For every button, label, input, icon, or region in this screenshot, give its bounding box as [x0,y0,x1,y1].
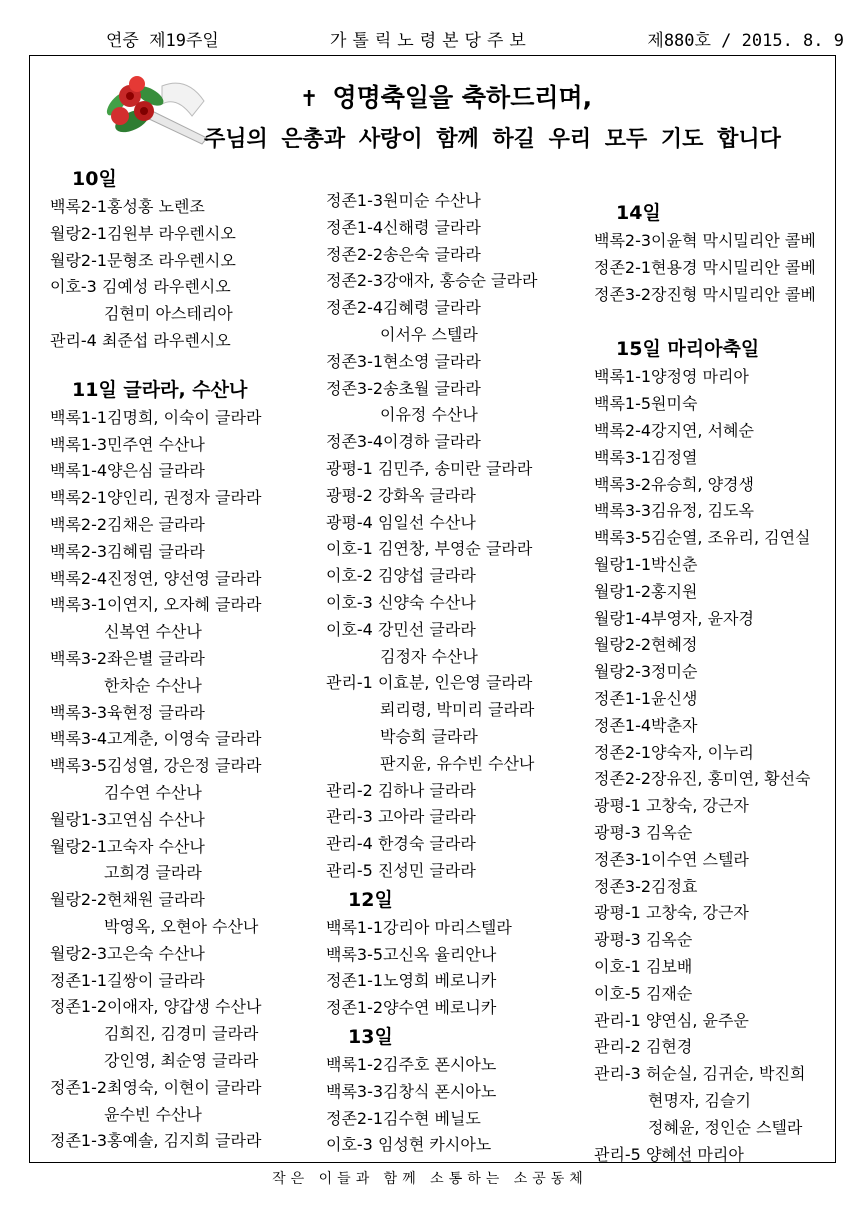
list-item: 백록1-4양은심 글라라 [50,461,205,481]
list-item: 이호-3 김예성 라우렌시오 [50,277,231,297]
list-item: 이호-1 김연창, 부영순 글라라 [326,539,533,559]
list-item: 윤수빈 수산나 [104,1104,202,1124]
list-item: 월랑2-2현혜정 [594,635,698,655]
section-heading-14: 14일 [616,202,661,224]
footer-motto: 작은 이들과 함께 소통하는 소공동체 [272,1171,588,1187]
list-item: 백록1-5원미숙 [594,394,698,414]
page-header [0,26,860,54]
list-item: 관리-5 진성민 글라라 [326,860,476,880]
list-item: 신복연 수산나 [104,622,202,642]
list-item: 정존2-4김혜령 글라라 [326,298,481,318]
list-item: 광평-1 고창숙, 강근자 [594,903,749,923]
list-item: 백록1-1김명희, 이숙이 글라라 [50,407,262,427]
list-item: 백록2-1홍성홍 노렌조 [50,197,205,216]
issue-number-date: 제880호 / 2015. 8. 9 [647,31,844,51]
list-item: 이호-3 임성현 카시아노 [326,1135,492,1155]
list-item: 월랑2-3고은숙 수산나 [50,943,205,963]
list-item: 백록3-3김창식 폰시아노 [326,1081,497,1101]
list-item: 광평-3 김옥순 [594,822,693,842]
list-item: 정존2-2장유진, 홍미연, 황선숙 [594,769,811,789]
list-item: 백록3-4고계춘, 이영숙 글라라 [50,729,262,749]
list-item: 백록3-3육현정 글라라 [50,702,205,722]
list-item: 백록1-1양정영 마리아 [594,367,749,387]
list-item: 백록3-2유승희, 양경생 [594,474,754,494]
list-item: 월랑2-3정미순 [594,662,698,682]
list-item: 김현미 아스테리아 [104,304,233,324]
list-item: 정존1-2이애자, 양갑생 수산나 [50,997,262,1017]
section-heading-10: 10일 [72,168,117,190]
bulletin-title: 가톨릭노령본당주보 [330,31,532,51]
list-item: 정존3-1이수연 스텔라 [594,849,749,869]
section-heading-12: 12일 [348,888,393,911]
list-item: 정존3-2송초월 글라라 [326,378,481,398]
list-item: 한차순 수산나 [104,675,202,695]
list-item: 백록2-4진정연, 양선영 글라라 [50,568,262,588]
list-item: 백록1-3민주연 수산나 [50,434,205,454]
list-item: 이호-5 김재순 [594,983,693,1003]
list-item: 정존3-2장진형 막시밀리안 콜베 [594,284,816,304]
list-item: 백록1-1강리아 마리스텔라 [326,917,512,937]
list-item: 고희경 글라라 [104,863,202,883]
list-item: 정존1-4신해령 글라라 [326,217,481,237]
list-item: 백록3-2좌은별 글라라 [50,648,205,668]
list-item: 정존2-3강애자, 홍승순 글라라 [326,271,538,291]
list-item: 이호-1 김보배 [594,956,693,976]
list-item: 김희진, 김경미 글라라 [104,1024,259,1044]
cross-icon: ✝ [300,87,319,112]
feast-day-heading [300,78,592,114]
list-item: 백록3-5김성열, 강은정 글라라 [50,756,262,776]
heading-line2: 주님의 은총과 사랑이 함께 하길 우리 모두 기도 합니다 [204,127,781,152]
list-item: 월랑2-2현채원 글라라 [50,890,205,910]
list-item: 강인영, 최순영 글라라 [104,1050,259,1070]
list-item: 월랑1-3고연심 수산나 [50,809,205,829]
column-middle [326,188,586,1159]
list-item: 현명자, 김슬기 [648,1090,751,1110]
list-item: 정존2-2송은숙 글라라 [326,244,481,264]
liturgical-week: 연중 제19주일 [106,31,219,51]
list-item: 정존1-3홍예솔, 김지희 글라라 [50,1131,262,1151]
list-item: 정존1-4박춘자 [594,715,698,735]
list-item: 정존1-1길쌍이 글라라 [50,970,205,990]
list-item: 이호-4 강민선 글라라 [326,619,476,639]
list-item: 이호-3 신양숙 수산나 [326,592,476,612]
flower-bouquet-image [92,66,212,146]
list-item: 월랑1-4부영자, 윤자경 [594,608,754,628]
list-item: 정존3-2김정효 [594,876,698,896]
list-item: 백록2-2김채은 글라라 [50,514,205,534]
list-item: 월랑2-1문형조 라우렌시오 [50,250,236,270]
list-item: 관리-4 최준섭 라우렌시오 [50,330,231,350]
list-item: 정존3-4이경하 글라라 [326,432,481,452]
section-heading-11: 11일 글라라, 수산나 [72,378,248,401]
list-item: 박승희 글라라 [380,726,478,746]
list-item: 김정자 수산나 [380,646,478,666]
list-item: 관리-2 김하나 글라라 [326,780,476,800]
list-item: 정존3-1현소영 글라라 [326,351,481,371]
list-item: 광평-3 김옥순 [594,930,693,950]
list-item: 박영옥, 오현아 수산나 [104,916,259,936]
list-item: 백록3-3김유정, 김도옥 [594,501,754,521]
list-item: 월랑1-1박신춘 [594,554,698,574]
list-item: 월랑2-1김원부 라우렌시오 [50,223,236,243]
list-item: 관리-5 양혜선 마리아 [594,1144,744,1164]
list-item: 이호-2 김양섭 글라라 [326,566,476,586]
list-item: 백록3-1김정열 [594,447,698,467]
list-item: 정존1-1윤신생 [594,688,698,708]
list-item: 관리-1 양연심, 윤주운 [594,1010,749,1030]
list-item: 관리-1 이효분, 인은영 글라라 [326,673,533,693]
list-item: 정존1-1노영희 베로니카 [326,971,497,991]
list-item: 정존2-1현용경 막시밀리안 콜베 [594,257,816,277]
column-right [594,198,834,1168]
list-item: 관리-4 한경숙 글라라 [326,834,476,854]
list-item: 이서우 스텔라 [380,324,478,344]
list-item: 백록2-3이윤혁 막시밀리안 콜베 [594,231,816,250]
list-item: 백록2-3김혜림 글라라 [50,541,205,561]
section-heading-13: 13일 [348,1025,393,1048]
column-left [50,164,310,1155]
list-item: 정존2-1양숙자, 이누리 [594,742,754,762]
list-item: 광평-4 임일선 수산나 [326,512,476,532]
list-item: 광평-1 고창숙, 강근자 [594,796,749,816]
list-item: 뢰리령, 박미리 글라라 [380,700,535,720]
section-heading-15: 15일 마리아축일 [616,338,760,361]
list-item: 이유정 수산나 [380,405,478,425]
list-item: 정존1-2양수연 베로니카 [326,998,497,1018]
list-item: 관리-3 허순실, 김귀순, 박진희 [594,1064,806,1084]
list-item: 백록2-1양인리, 권정자 글라라 [50,488,262,508]
list-item: 광평-1 김민주, 송미란 글라라 [326,458,533,478]
list-item: 백록1-2김주호 폰시아노 [326,1054,497,1074]
list-item: 백록3-5김순열, 조유리, 김연실 [594,528,811,548]
list-item: 백록3-5고신옥 율리안나 [326,944,497,964]
list-item: 월랑2-1고숙자 수산나 [50,836,205,856]
list-item: 관리-2 김현경 [594,1037,693,1057]
list-item: 백록3-1이연지, 오자혜 글라라 [50,595,262,615]
list-item: 정존1-2최영숙, 이현이 글라라 [50,1077,262,1097]
heading-line1: 영명축일을 축하드리며, [332,83,593,112]
list-item: 판지윤, 유수빈 수산나 [380,753,535,773]
list-item: 관리-3 고아라 글라라 [326,807,476,827]
list-item: 정존1-3원미순 수산나 [326,191,481,210]
list-item: 정존2-1김수현 베닐도 [326,1108,481,1128]
list-item: 광평-2 강화옥 글라라 [326,485,476,505]
list-item: 정혜윤, 정인순 스텔라 [648,1117,803,1137]
list-item: 월랑1-2홍지원 [594,581,698,601]
list-item: 백록2-4강지연, 서혜순 [594,420,754,440]
list-item: 김수연 수산나 [104,782,202,802]
